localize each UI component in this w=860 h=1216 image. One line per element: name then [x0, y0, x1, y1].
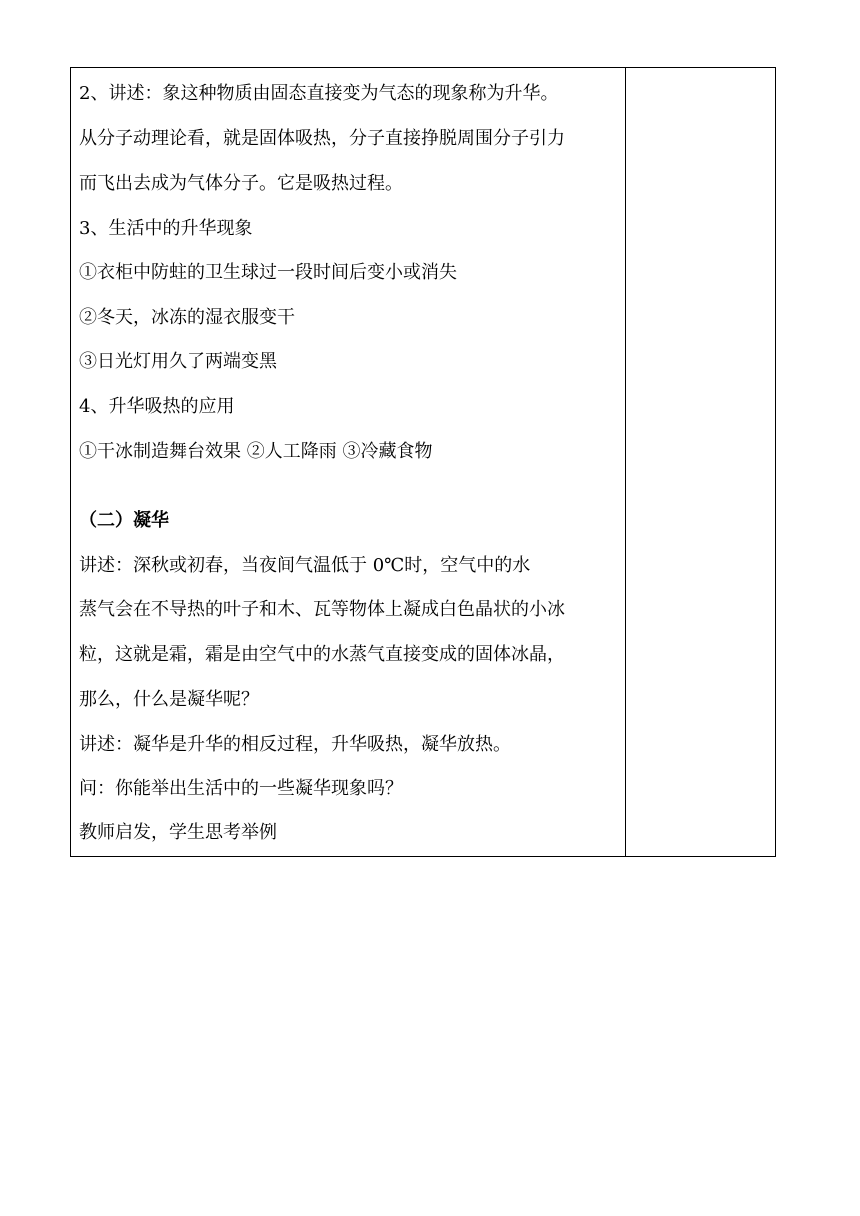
text-line-11: 蒸气会在不导热的叶子和木、瓦等物体上凝成白色晶状的小冰 [79, 599, 565, 620]
lesson-plan-table [70, 67, 776, 857]
text-line-12: 粒，这就是霜，霜是由空气中的水蒸气直接变成的固体冰晶， [79, 644, 565, 665]
text-line-3: 而飞出去成为气体分子。它是吸热过程。 [79, 173, 403, 194]
text-line-10: 讲述：深秋或初春，当夜间气温低于 0℃时，空气中的水 [79, 555, 531, 576]
text-line-8: 4、升华吸热的应用 [79, 396, 235, 417]
notes-cell [626, 68, 775, 856]
text-line-5: ①衣柜中防蛀的卫生球过一段时间后变小或消失 [79, 262, 457, 283]
text-line-15: 问：你能举出生活中的一些凝华现象吗？ [79, 778, 403, 799]
text-line-13: 那么，什么是凝华呢？ [79, 689, 259, 710]
text-line-16: 教师启发，学生思考举例 [79, 822, 277, 843]
text-line-6: ②冬天，冰冻的湿衣服变干 [79, 307, 295, 328]
teaching-content-cell [71, 68, 625, 856]
text-line-9: ①干冰制造舞台效果 ②人工降雨 ③冷藏食物 [79, 441, 433, 462]
text-line-14: 讲述：凝华是升华的相反过程，升华吸热，凝华放热。 [79, 734, 511, 755]
text-line-7: ③日光灯用久了两端变黑 [79, 351, 277, 372]
section-heading-condensation: （二）凝华 [79, 510, 169, 531]
text-line-4: 3、生活中的升华现象 [79, 218, 253, 239]
text-line-2: 从分子动理论看，就是固体吸热，分子直接挣脱周围分子引力 [79, 128, 565, 149]
text-line-1: 2、讲述：象这种物质由固态直接变为气态的现象称为升华。 [79, 83, 559, 104]
